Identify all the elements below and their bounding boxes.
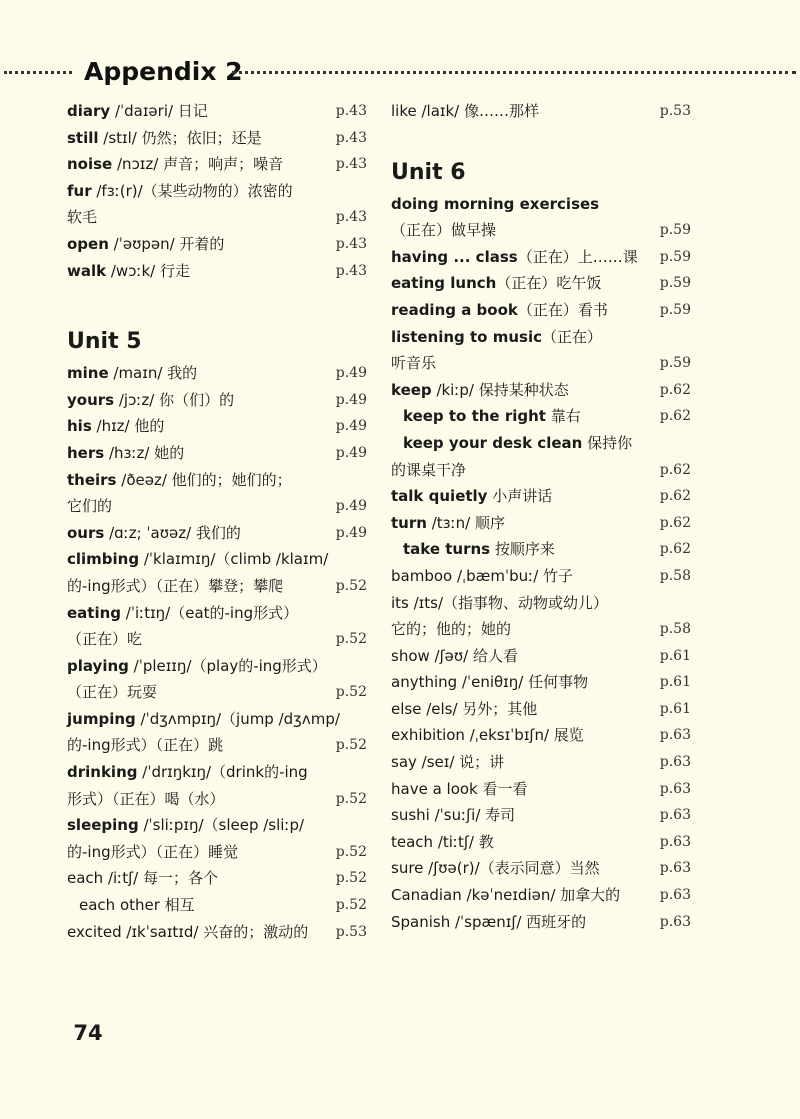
vocab-definition: /ˈklaɪmɪŋ/（climb /klaɪm/ [139,550,329,569]
vocab-definition: 听音乐 [391,354,437,373]
page-reference: p.63 [659,833,691,850]
page-reference: p.59 [659,355,691,372]
page-reference: p.61 [659,647,691,664]
vocab-entry [67,440,367,467]
vocab-definition: Spanish /ˈspænɪʃ/ 西班牙的 [391,912,587,931]
vocab-entry-text [67,839,238,866]
vocab-entry [67,573,367,600]
vocab-definition: 形式）（正在）喝（水） [67,789,225,808]
vocab-entry [67,919,367,946]
page-reference: p.43 [335,156,367,173]
vocab-definition: （正在）做早操 [391,221,497,240]
unit-heading: Unit 5 [67,329,142,355]
vocab-headword: hers [67,443,105,462]
page-reference: p.58 [659,567,691,584]
page-reference: p.43 [335,262,367,279]
page-title: Appendix 2 [84,57,243,86]
vocab-entry [391,270,691,297]
vocab-entry-text [391,377,569,404]
vocab-entry [67,231,367,258]
vocab-entry [67,839,367,866]
vocab-entry-text [67,520,241,547]
page-reference: p.59 [659,301,691,318]
vocab-entry-text [67,759,308,786]
vocab-entry [67,865,367,892]
vocab-entry [67,125,367,152]
vocab-entry [67,493,367,520]
page-reference: p.52 [335,870,367,887]
vocab-headword: diary [67,102,111,120]
vocab-entry-text [67,600,298,627]
vocab-definition: 保持你 [582,433,633,452]
vocab-definition: /hɜːz/ 她的 [104,443,185,462]
vocab-definition: 的-ing形式）（正在）睡觉 [67,842,239,861]
page-reference: p.53 [659,103,691,119]
header-dotted-rule-left [4,71,72,74]
vocab-entry-text [391,270,601,297]
vocab-entry [391,217,691,244]
page-reference: p.63 [659,807,691,824]
vocab-definition: say /seɪ/ 说；讲 [391,753,505,772]
vocab-entry-text [391,776,528,803]
page-reference: p.62 [659,461,691,478]
vocab-entry-text [391,749,504,776]
vocab-entry-text [67,812,304,839]
vocab-entry [391,350,691,377]
page-reference: p.43 [335,209,367,226]
vocab-definition: （正在）上……课 [517,247,638,266]
header-dotted-rule-right [232,71,796,74]
vocab-entry-text [67,467,292,494]
vocab-definition: each /iːtʃ/ 每一；各个 [67,869,218,888]
vocab-entry [391,377,691,404]
vocab-entry-text [391,669,588,696]
vocab-definition: /hɪz/ 他的 [91,417,165,436]
vocab-definition: anything /ˈeniθɪŋ/ 任何事物 [391,673,589,692]
section-gap [391,125,691,155]
vocab-headword: reading a book [391,300,518,319]
vocab-definition: 按顺序来 [490,540,555,559]
vocab-definition: /ˈəʊpən/ 开着的 [108,234,225,253]
vocab-entry-text [391,696,537,723]
vocab-entry-text [67,706,340,733]
vocab-entry-text [67,360,197,387]
vocab-entry-text [67,919,308,946]
vocab-definition: （正在）吃午饭 [496,274,602,293]
vocab-entry-text [67,151,283,178]
vocab-headword: eating lunch [391,274,497,293]
vocab-definition: /nɔɪz/ 声音；响声；噪音 [112,155,284,174]
vocab-entry [391,510,691,537]
page-reference: p.63 [659,780,691,797]
vocab-definition: 它的；他的；她的 [391,620,512,639]
vocab-entry-text [391,297,608,324]
vocab-definition: excited /ɪkˈsaɪtɪd/ 兴奋的；激动的 [67,922,309,941]
right-column [391,98,691,935]
vocab-entry [67,258,367,285]
vocab-entry [67,151,367,178]
vocab-definition: sushi /ˈsuːʃi/ 寿司 [391,806,516,825]
vocab-entry-text [391,191,599,218]
page-reference: p.43 [335,129,367,146]
vocab-entry [67,732,367,759]
vocab-entry-text [391,244,638,271]
page-reference: p.53 [335,923,367,940]
vocab-entry-text [67,865,218,892]
page-reference: p.52 [335,684,367,701]
vocab-definition: teach /tiːtʃ/ 教 [391,832,494,851]
page-reference: p.43 [335,235,367,252]
vocab-entry-text [391,217,496,244]
vocab-entry [67,387,367,414]
vocab-definition: exhibition /ˌeksɪˈbɪʃn/ 展览 [391,726,584,745]
vocab-entry-text [391,882,620,909]
page-reference: p.62 [659,541,691,558]
vocab-entry [67,98,367,125]
vocab-entry-text [79,892,195,919]
vocab-entry [391,749,691,776]
vocab-entry-text [391,563,573,590]
unit-heading: Unit 6 [391,159,466,185]
vocab-entry-text [391,590,608,617]
vocab-entry [67,178,367,205]
vocab-entry [67,812,367,839]
vocab-entry [391,244,691,271]
vocab-definition: /stɪl/ 仍然；依旧；还是 [98,128,262,147]
vocab-headword: yours [67,390,115,409]
vocab-entry [67,786,367,813]
page-reference: p.49 [335,365,367,382]
vocab-entry-text [67,573,283,600]
vocab-headword: jumping [67,709,136,728]
vocab-definition: have a look 看一看 [391,779,528,798]
vocab-entry-text [391,855,600,882]
vocab-entry [391,98,691,125]
page-reference: p.63 [659,727,691,744]
vocab-entry-text [391,98,539,125]
vocab-entry [391,696,691,723]
vocab-headword: sleeping [67,816,139,835]
vocab-entry [391,563,691,590]
vocab-entry-text [391,324,602,351]
vocab-headword: doing morning exercises [391,194,600,213]
vocab-headword: having ... class [391,247,518,266]
vocab-entry [67,204,367,231]
vocab-definition: /ˈpleɪɪŋ/（play的-ing形式） [128,656,327,675]
vocab-definition: 靠右 [545,407,581,426]
vocab-entry [67,626,367,653]
vocab-headword: keep to the right [403,407,546,426]
vocab-headword: take turns [403,540,491,559]
page-reference: p.62 [659,381,691,398]
vocab-entry-text [391,722,584,749]
vocab-entry [391,829,691,856]
page-reference: p.63 [659,754,691,771]
vocab-headword: keep [391,380,432,399]
vocab-entry [391,403,691,430]
vocab-entry [67,892,367,919]
page-number: 74 [73,1021,103,1045]
vocab-entry [391,643,691,670]
vocab-headword: theirs [67,470,117,489]
vocab-entry [391,722,691,749]
vocab-headword: talk quietly [391,487,488,506]
vocab-entry-text [67,786,225,813]
vocab-headword: drinking [67,763,138,782]
page-reference: p.49 [335,524,367,541]
vocab-entry [391,297,691,324]
page-reference: p.52 [335,790,367,807]
vocab-definition: its /ɪts/（指事物、动物或幼儿） [391,593,609,612]
vocab-entry [391,536,691,563]
vocab-entry-text [403,430,632,457]
vocab-definition: /fɜː(r)/（某些动物的）浓密的 [91,181,293,200]
vocab-definition: /kiːp/ 保持某种状态 [431,380,569,399]
vocab-definition: /ˈiːtɪŋ/（eat的-ing形式） [121,603,299,622]
vocab-headword: still [67,128,99,147]
vocab-definition: sure /ʃʊə(r)/（表示同意）当然 [391,859,600,878]
vocab-definition: 软毛 [67,208,98,227]
page-reference: p.61 [659,674,691,691]
vocab-definition: 小声讲话 [487,487,553,506]
page-reference: p.62 [659,514,691,531]
vocab-entry [391,430,691,457]
vocab-entry-text [67,679,157,706]
vocab-entry-text [67,258,190,285]
vocab-headword: walk [67,261,107,280]
page-reference: p.63 [659,887,691,904]
vocab-definition: bamboo /ˌbæmˈbuː/ 竹子 [391,566,574,585]
vocab-entry [67,467,367,494]
vocab-entry-text [67,178,293,205]
page-reference: p.49 [335,498,367,515]
vocab-definition: like /laɪk/ 像……那样 [391,102,539,120]
page-reference: p.52 [335,897,367,914]
appendix-header [0,52,800,92]
page-reference: p.49 [335,391,367,408]
vocab-definition: /jɔːz/ 你（们）的 [114,390,235,409]
vocab-entry-text [391,483,552,510]
page-reference: p.52 [335,577,367,594]
vocab-headword: ours [67,523,105,542]
vocab-entry-text [67,493,112,520]
vocab-entry-text [403,403,581,430]
vocab-definition: /ˈsliːpɪŋ/（sleep /sliːp/ [138,816,305,835]
vocab-headword: open [67,234,109,253]
vocab-entry [67,413,367,440]
vocab-headword: his [67,417,92,436]
vocab-definition: （正在） [541,327,602,346]
page-reference: p.59 [659,222,691,239]
vocab-headword: noise [67,155,113,174]
vocab-entry [67,520,367,547]
vocab-entry-text [391,909,586,936]
vocab-entry-text [67,125,262,152]
vocab-entry [67,653,367,680]
vocab-entry [391,802,691,829]
vocab-headword: playing [67,656,129,675]
vocab-entry [391,909,691,936]
vocab-entry [391,324,691,351]
vocab-definition: /wɔːk/ 行走 [106,261,191,280]
vocab-definition: 它们的 [67,497,113,516]
vocab-entry [67,600,367,627]
vocab-entry-text [67,413,164,440]
page-reference: p.58 [659,621,691,638]
vocab-entry-text [67,98,208,125]
vocab-entry-text [391,457,466,484]
vocab-definition: （正在）吃 [67,630,143,649]
section-gap [67,284,367,324]
page-reference: p.43 [335,103,367,119]
vocab-definition: 的课桌干净 [391,460,467,479]
vocab-entry [67,706,367,733]
vocab-entry-text [391,350,436,377]
page-reference: p.59 [659,275,691,292]
page-reference: p.63 [659,860,691,877]
vocab-entry [391,616,691,643]
vocab-entry [391,669,691,696]
vocab-entry [391,483,691,510]
vocab-entry-text [391,616,511,643]
page-reference: p.63 [659,913,691,930]
vocab-entry-text [67,653,327,680]
page-reference: p.62 [659,488,691,505]
vocab-entry [67,360,367,387]
vocab-entry-text [67,204,97,231]
page-reference: p.62 [659,408,691,425]
vocab-entry-text [67,546,328,573]
vocab-definition: /ɑːz; ˈaʊəz/ 我们的 [104,523,241,542]
vocab-headword: mine [67,364,109,383]
vocab-entry [67,759,367,786]
left-column [67,98,367,945]
vocab-definition: /ˈdrɪŋkɪŋ/（drink的-ing [137,763,308,782]
vocab-entry-text [67,626,142,653]
vocab-headword: turn [391,513,427,532]
page-reference: p.59 [659,248,691,265]
page-reference: p.49 [335,418,367,435]
vocab-definition: Canadian /kəˈneɪdiən/ 加拿大的 [391,886,621,905]
vocab-headword: listening to music [391,327,542,346]
vocab-entry [391,590,691,617]
vocab-entry-text [391,510,505,537]
vocab-entry [391,191,691,218]
vocab-entry [391,882,691,909]
vocab-entry-text [67,231,224,258]
vocab-entry-text [391,802,515,829]
vocab-definition: /ˈdʒʌmpɪŋ/（jump /dʒʌmp/ [135,709,340,728]
vocab-definition: each other 相互 [79,896,195,915]
page-reference: p.52 [335,631,367,648]
vocab-definition: （正在）看书 [517,300,608,319]
vocab-definition: show /ʃəʊ/ 给人看 [391,646,518,665]
vocab-definition: /maɪn/ 我的 [108,364,198,383]
vocab-definition: /ðeəz/ 他们的；她们的； [116,470,292,489]
vocab-headword: fur [67,181,92,200]
vocab-definition: else /els/ 另外；其他 [391,699,538,718]
vocab-entry-text [67,387,234,414]
vocab-entry-text [67,732,223,759]
vocab-entry-text [67,440,184,467]
vocab-headword: climbing [67,550,140,569]
vocab-entry [67,546,367,573]
vocab-entry [391,855,691,882]
vocab-entry-text [391,829,494,856]
vocab-definition: 的-ing形式）（正在）跳 [67,736,224,755]
vocab-definition: （正在）玩耍 [67,683,158,702]
vocab-entry [391,776,691,803]
vocab-entry-text [391,643,518,670]
vocab-definition: 的-ing形式）（正在）攀登；攀爬 [67,576,284,595]
vocab-definition: /tɜːn/ 顺序 [426,513,505,532]
vocab-definition: /ˈdaɪəri/ 日记 [110,102,208,120]
vocab-entry [391,457,691,484]
vocab-entry [67,679,367,706]
vocab-headword: keep your desk clean [403,433,583,452]
page-reference: p.52 [335,843,367,860]
vocab-entry-text [403,536,555,563]
page-reference: p.61 [659,700,691,717]
vocab-headword: eating [67,603,122,622]
page-reference: p.49 [335,444,367,461]
page-reference: p.52 [335,737,367,754]
